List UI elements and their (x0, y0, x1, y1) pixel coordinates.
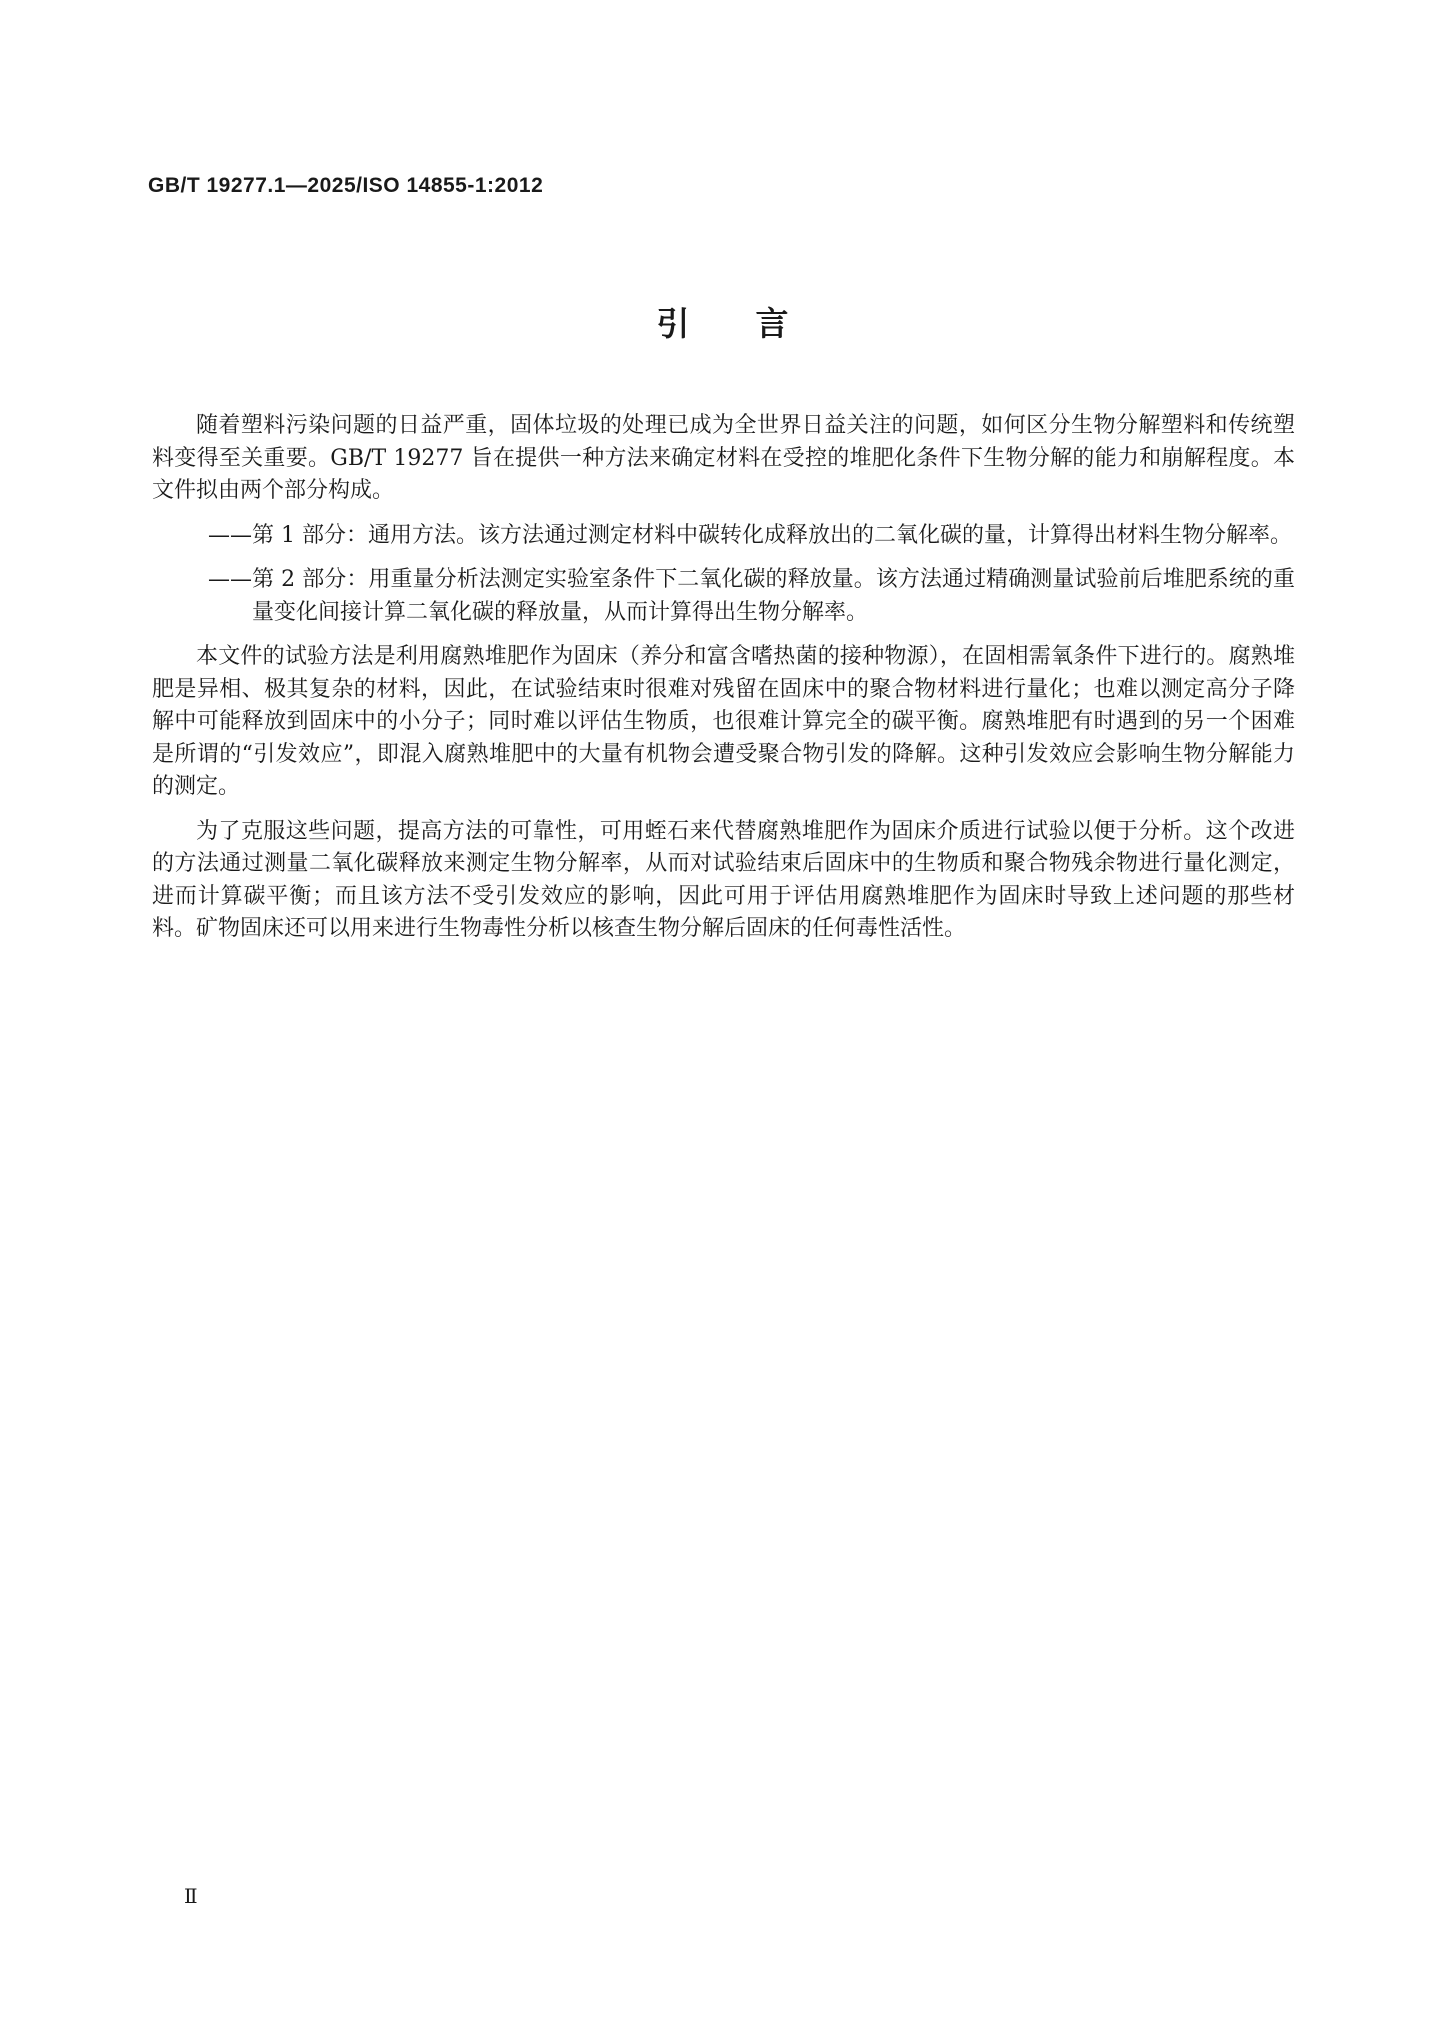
intro-paragraph: 随着塑料污染问题的日益严重，固体垃圾的处理已成为全世界日益关注的问题，如何区分生物分解塑料和传统塑料变得至关重要。GB/T 19277 旨在提供一种方法来确定材料在受控的堆肥化条件下生物分解的能力和崩解程度。本文件拟由两个部分构成。 (152, 413, 1295, 503)
document-body (152, 410, 1295, 958)
list-item-part-2: ——第 2 部分：用重量分析法测定实验室条件下二氧化碳的释放量。该方法通过精确测量试验前后堆肥系统的重量变化间接计算二氧化碳的释放量，从而计算得出生物分解率。 (208, 567, 1295, 625)
page-number: Ⅱ (184, 1884, 198, 1908)
standard-number-header: GB/T 19277.1—2025/ISO 14855-1:2012 (148, 174, 544, 197)
list-item-part-1: ——第 1 部分：通用方法。该方法通过测定材料中碳转化成释放出的二氧化碳的量，计算得出材料生物分解率。 (208, 522, 1292, 548)
paragraph-test-method: 本文件的试验方法是利用腐熟堆肥作为固床（养分和富含嗜热菌的接种物源），在固相需氧条件下进行的。腐熟堆肥是异相、极其复杂的材料，因此，在试验结束时很难对残留在固床中的聚合物材料进行量化；也难以测定高分子降解中可能释放到固床中的小分子；同时难以评估生物质，也很难计算完全的碳平衡。腐熟堆肥有时遇到的另一个困难是所谓的“引发效应”，即混入腐熟堆肥中的大量有机物会遭受聚合物引发的降解。这种引发效应会影响生物分解能力的测定。 (152, 644, 1295, 799)
paragraph-improved-method: 为了克服这些问题，提高方法的可靠性，可用蛭石来代替腐熟堆肥作为固床介质进行试验以便于分析。这个改进的方法通过测量二氧化碳释放来测定生物分解率，从而对试验结束后固床中的生物质和聚合物残余物进行量化测定，进而计算碳平衡；而且该方法不受引发效应的影响，因此可用于评估用腐熟堆肥作为固床时导致上述问题的那些材料。矿物固床还可以用来进行生物毒性分析以核查生物分解后固床的任何毒性活性。 (152, 818, 1295, 941)
page-title: 引言 (656, 304, 855, 343)
